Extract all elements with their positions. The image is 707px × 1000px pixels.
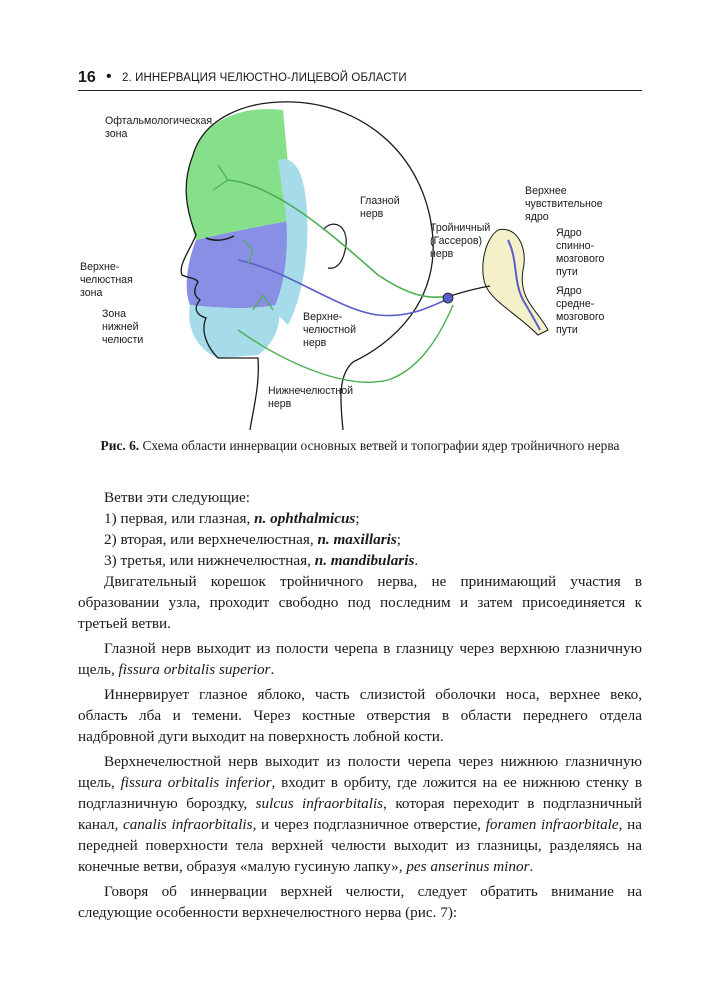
label-maxillary-zone-2: челюстная	[80, 274, 133, 286]
p8-text-c: , входит в орбиту, где ложится на ее нижнюю стенку в подглазничную бороздку,	[78, 774, 642, 812]
p8-term-f: canalis infraorbitalis	[122, 816, 253, 833]
svg-text:зона	[80, 287, 102, 299]
list-item-2-end: ;	[396, 531, 402, 548]
label-maxillary-zone-3: зона	[80, 287, 103, 299]
p6-text: Глазной нерв выходит из полости черепа в глазницу через верхнюю глазничную щель,	[78, 640, 642, 678]
ophthalmic-zone	[187, 109, 293, 240]
svg-text:мозгового	[556, 311, 604, 323]
svg-text:Верхне-	[80, 261, 120, 273]
p6-term: fissura orbitalis superior	[118, 661, 271, 678]
label-spinal-3: мозгового	[556, 253, 605, 265]
paragraph-branches-intro: Ветви эти следующие:	[104, 489, 250, 506]
label-trigeminal-2: (Гассеров)	[430, 235, 482, 247]
p8-end: .	[529, 858, 534, 875]
trigeminal-diagram-svg	[78, 100, 642, 430]
p8-text-g: , и через подглазничное отверстие,	[252, 816, 486, 833]
svg-text:зона	[105, 128, 127, 140]
list-item-3	[78, 550, 642, 571]
label-maxillary-nerve-3: нерв	[303, 337, 327, 349]
label-upper-sensory-2: чувствительное	[525, 198, 603, 210]
svg-text:челюстной	[303, 324, 356, 336]
list-item-1-text: 1) первая, или глазная,	[104, 510, 255, 527]
brainstem	[483, 229, 548, 335]
label-mandible-zone-3: челюсти	[102, 334, 144, 346]
svg-text:(Гассеров)	[430, 235, 482, 247]
chapter-title: 2. ИННЕРВАЦИЯ ЧЕЛЮСТНО-ЛИЦЕВОЙ ОБЛАСТИ	[122, 72, 407, 84]
p8-text-a: Верхнечелюстной нерв выходит из полости черепа через нижнюю глазничную щель,	[78, 753, 642, 791]
body-text	[78, 487, 642, 923]
svg-text:Офтальмологическая	[105, 115, 212, 127]
header-bullet: •	[106, 68, 112, 85]
p8-term-j: pes anserinus minor	[406, 858, 530, 875]
label-mandible-zone-1: Зона	[102, 308, 127, 320]
svg-text:Тройничный	[430, 222, 490, 234]
svg-text:Верхне-	[303, 311, 343, 323]
label-spinal-4: пути	[556, 266, 578, 278]
gasserian-ganglion	[443, 293, 453, 303]
caption-text: Схема области иннервации основных ветвей и топографии ядер тройничного нерва	[139, 438, 620, 453]
svg-text:нерв	[268, 398, 292, 410]
label-trigeminal-1: Тройничный	[430, 222, 491, 234]
list-item-2-text: 2) вторая, или верхнечелюстная,	[104, 531, 318, 548]
label-ophthalmic-zone-2: зона	[105, 128, 128, 140]
list-item-2-term: n. maxillaris	[317, 531, 397, 548]
label-midbrain-4: пути	[556, 324, 578, 336]
p6-end: .	[270, 661, 275, 678]
svg-text:средне-	[556, 298, 595, 310]
label-spinal-1: Ядро	[556, 227, 582, 239]
svg-text:нерв	[430, 248, 454, 260]
list-item-2	[78, 529, 642, 550]
svg-text:нижней	[102, 321, 139, 333]
label-mandible-zone-2: нижней	[102, 321, 139, 333]
paragraph-maxillary-nerve	[78, 751, 642, 877]
svg-text:нерв	[360, 208, 384, 220]
list-item-3-end: .	[414, 552, 419, 569]
paragraph-maxilla-notes: Говоря об иннервации верхней челюсти, следует обратить внимание на следующие особенности верхнечелюстного нерва (рис. 7):	[78, 883, 642, 921]
svg-text:челюстная	[80, 274, 133, 286]
running-header	[78, 68, 642, 91]
svg-text:Верхнее	[525, 185, 567, 197]
paragraph-innervation: Иннервирует глазное яблоко, часть слизистой оболочки носа, верхнее веко, область лба и темени. Через костные отверстия в области переднего отдела надбровной дуги выходит на поверхность лобной кости.	[78, 686, 642, 745]
label-eye-nerve-2: нерв	[360, 208, 384, 220]
list-item-1-term: n. ophthalmicus	[254, 510, 356, 527]
svg-text:мозгового	[556, 253, 604, 265]
label-upper-sensory-3: ядро	[525, 211, 549, 223]
label-maxillary-zone-1: Верхне-	[80, 261, 120, 273]
p8-term-b: fissura orbitalis inferior	[120, 774, 272, 791]
svg-text:Ядро	[556, 227, 582, 239]
label-trigeminal-3: нерв	[430, 248, 454, 260]
label-midbrain-1: Ядро	[556, 285, 582, 297]
svg-text:нерв	[303, 337, 327, 349]
trigeminal-root	[450, 286, 490, 296]
list-item-1	[78, 508, 642, 529]
p8-text-i: , на передней поверхности тела верхней челюсти выходит из глазницы, разделяясь на конечные ветви, образуя «малую гусиную лапку»,	[78, 816, 643, 875]
p8-term-d: sulcus infraorbitalis	[255, 795, 384, 812]
svg-text:Глазной	[360, 195, 400, 207]
svg-text:чувствительное	[525, 198, 603, 210]
list-item-3-text: 3) третья, или нижнечелюстная,	[104, 552, 315, 569]
list-item-3-term: n. mandibularis	[314, 552, 415, 569]
label-midbrain-3: мозгового	[556, 311, 605, 323]
label-maxillary-nerve-2: челюстной	[303, 324, 356, 336]
svg-text:спинно-	[556, 240, 595, 252]
label-eye-nerve-1: Глазной	[360, 195, 400, 207]
svg-text:пути	[556, 266, 578, 278]
label-maxillary-nerve-1: Верхне-	[303, 311, 343, 323]
label-mandibular-nerve-1: Нижнечелюстной	[268, 385, 354, 397]
p8-term-h: foramen infraorbitale	[485, 816, 619, 833]
label-mandibular-nerve-2: нерв	[268, 398, 292, 410]
list-item-1-end: ;	[355, 510, 360, 527]
figure-caption	[78, 437, 642, 454]
label-spinal-2: спинно-	[556, 240, 595, 252]
mandible-zone	[189, 305, 279, 358]
svg-text:ядро	[525, 211, 549, 223]
paragraph-motor-root: Двигательный корешок тройничного нерва, не принимающий участия в образовании узла, проходит свободно под последним и затем присоединяется к третьей ветви.	[78, 573, 642, 632]
svg-text:Зона	[102, 308, 126, 320]
figure-trigeminal-diagram	[78, 100, 642, 430]
paragraph-eye-nerve	[78, 638, 642, 680]
label-upper-sensory-1: Верхнее	[525, 185, 567, 197]
svg-text:челюсти	[102, 334, 143, 346]
caption-label: Рис. 6.	[100, 438, 140, 453]
page-number: 16	[78, 69, 96, 86]
svg-text:Ядро	[556, 285, 582, 297]
svg-text:пути	[556, 324, 578, 336]
p8-text-e: , которая переходит в подглазничный канал,	[78, 795, 642, 833]
label-ophthalmic-zone-1: Офтальмологическая	[105, 115, 213, 127]
svg-text:Нижнечелюстной	[268, 385, 353, 397]
label-midbrain-2: средне-	[556, 298, 595, 310]
